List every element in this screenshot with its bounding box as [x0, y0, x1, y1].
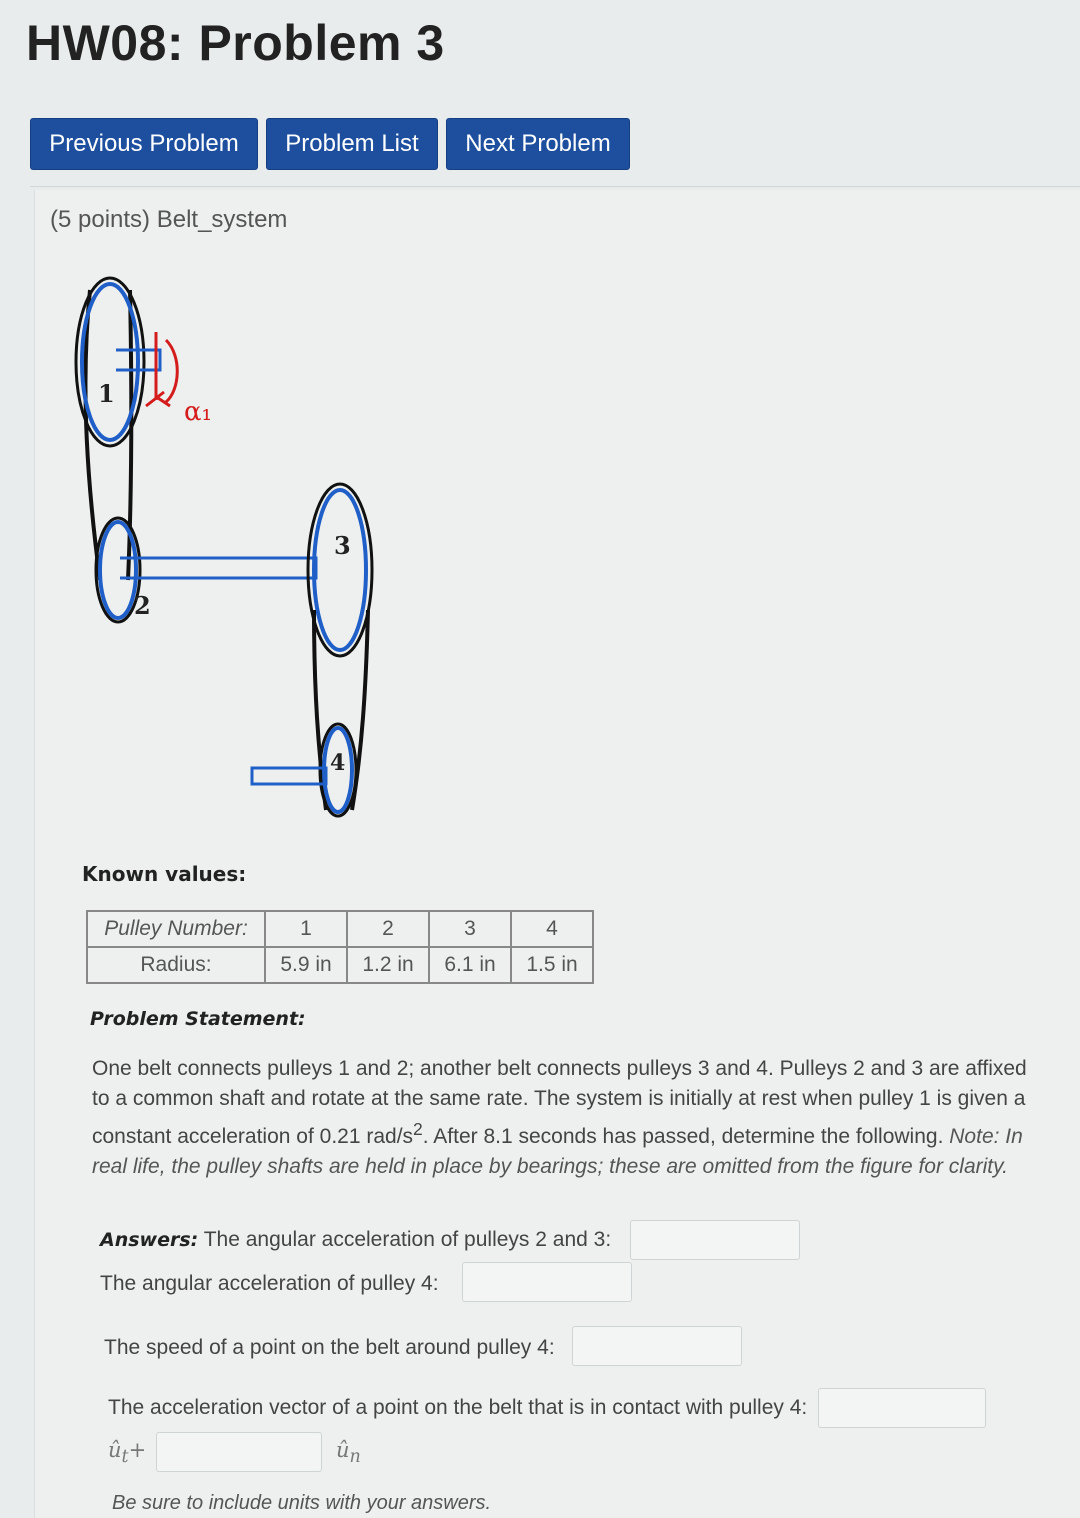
- shaft-4: [252, 768, 326, 784]
- page-title: HW08: Problem 3: [26, 15, 445, 71]
- common-shaft: [120, 558, 316, 578]
- question-4-text: The acceleration vector of a point on the belt that is in contact with pulley 4:: [108, 1396, 808, 1419]
- table-cell: 3: [429, 911, 511, 947]
- units-reminder: Be sure to include units with your answers.: [112, 1492, 492, 1514]
- alpha-label: α₁: [184, 397, 212, 427]
- answer-4-input[interactable]: [818, 1388, 986, 1428]
- problem-list-button[interactable]: Problem List: [266, 118, 438, 170]
- table-cell: 2: [347, 911, 429, 947]
- table-row: [87, 947, 593, 983]
- table-row: [87, 911, 593, 947]
- ut-symbol: û: [108, 1438, 122, 1462]
- table-cell: 1: [265, 911, 347, 947]
- problem-header: (5 points) Belt_system: [50, 206, 288, 233]
- table-cell: 5.9 in: [265, 947, 347, 983]
- answer-1-input[interactable]: [630, 1220, 800, 1260]
- un-symbol: û: [336, 1438, 350, 1462]
- ut-label: [108, 1438, 146, 1467]
- known-values-label: Known values:: [82, 862, 247, 886]
- answer-1-label: [100, 1228, 611, 1252]
- statement-text-1: One belt connects pulleys 1 and 2; another belt connects pulleys 3 and 4. Pulleys 2 and 3 are affixed to a common shaft and rotate at the same rate. The system is initially at rest when pulley 1 is given a constant acceleration of 0.21 rad/s: [92, 1057, 1027, 1148]
- table-cell: 1.2 in: [347, 947, 429, 983]
- pulley-4-label: 4: [330, 750, 346, 776]
- plus-sign: +: [128, 1438, 147, 1462]
- question-1-text: The angular acceleration of pulleys 2 and 3:: [203, 1228, 612, 1251]
- question-3-text: The speed of a point on the belt around pulley 4:: [104, 1336, 555, 1359]
- previous-problem-button[interactable]: Previous Problem: [30, 118, 258, 170]
- problem-statement-label: Problem Statement:: [90, 1008, 306, 1030]
- un-label: [336, 1438, 361, 1467]
- table-cell: 6.1 in: [429, 947, 511, 983]
- row-header-pulley-number: Pulley Number:: [87, 911, 265, 947]
- known-values-table: [86, 910, 594, 984]
- table-cell: 1.5 in: [511, 947, 593, 983]
- answer-2-input[interactable]: [462, 1262, 632, 1302]
- ut-subscript: t: [121, 1447, 129, 1468]
- acceleration-vector-input[interactable]: [156, 1432, 322, 1472]
- pulley-2: [100, 522, 136, 618]
- answers-label: Answers:: [100, 1229, 199, 1251]
- statement-text-2: . After 8.1 seconds has passed, determine the following.: [422, 1125, 944, 1148]
- problem-nav: [30, 118, 1080, 187]
- problem-statement: [92, 1054, 1042, 1182]
- pulley-3-label: 3: [334, 531, 351, 560]
- table-cell: 4: [511, 911, 593, 947]
- pulley-1-label: 1: [98, 379, 115, 408]
- pulley-3: [314, 490, 366, 650]
- pulley-2-label: 2: [134, 591, 151, 620]
- belt-system-figure: [70, 270, 390, 830]
- row-header-radius: Radius:: [87, 947, 265, 983]
- next-problem-button[interactable]: Next Problem: [446, 118, 630, 170]
- answer-3-input[interactable]: [572, 1326, 742, 1366]
- question-2-text: The angular acceleration of pulley 4:: [100, 1272, 439, 1295]
- statement-note: Note: In real life, the pulley shafts are held in place by bearings; these are omitted from the figure for clarity.: [92, 1125, 1023, 1178]
- un-subscript: n: [349, 1447, 361, 1468]
- statement-superscript: 2: [413, 1119, 423, 1139]
